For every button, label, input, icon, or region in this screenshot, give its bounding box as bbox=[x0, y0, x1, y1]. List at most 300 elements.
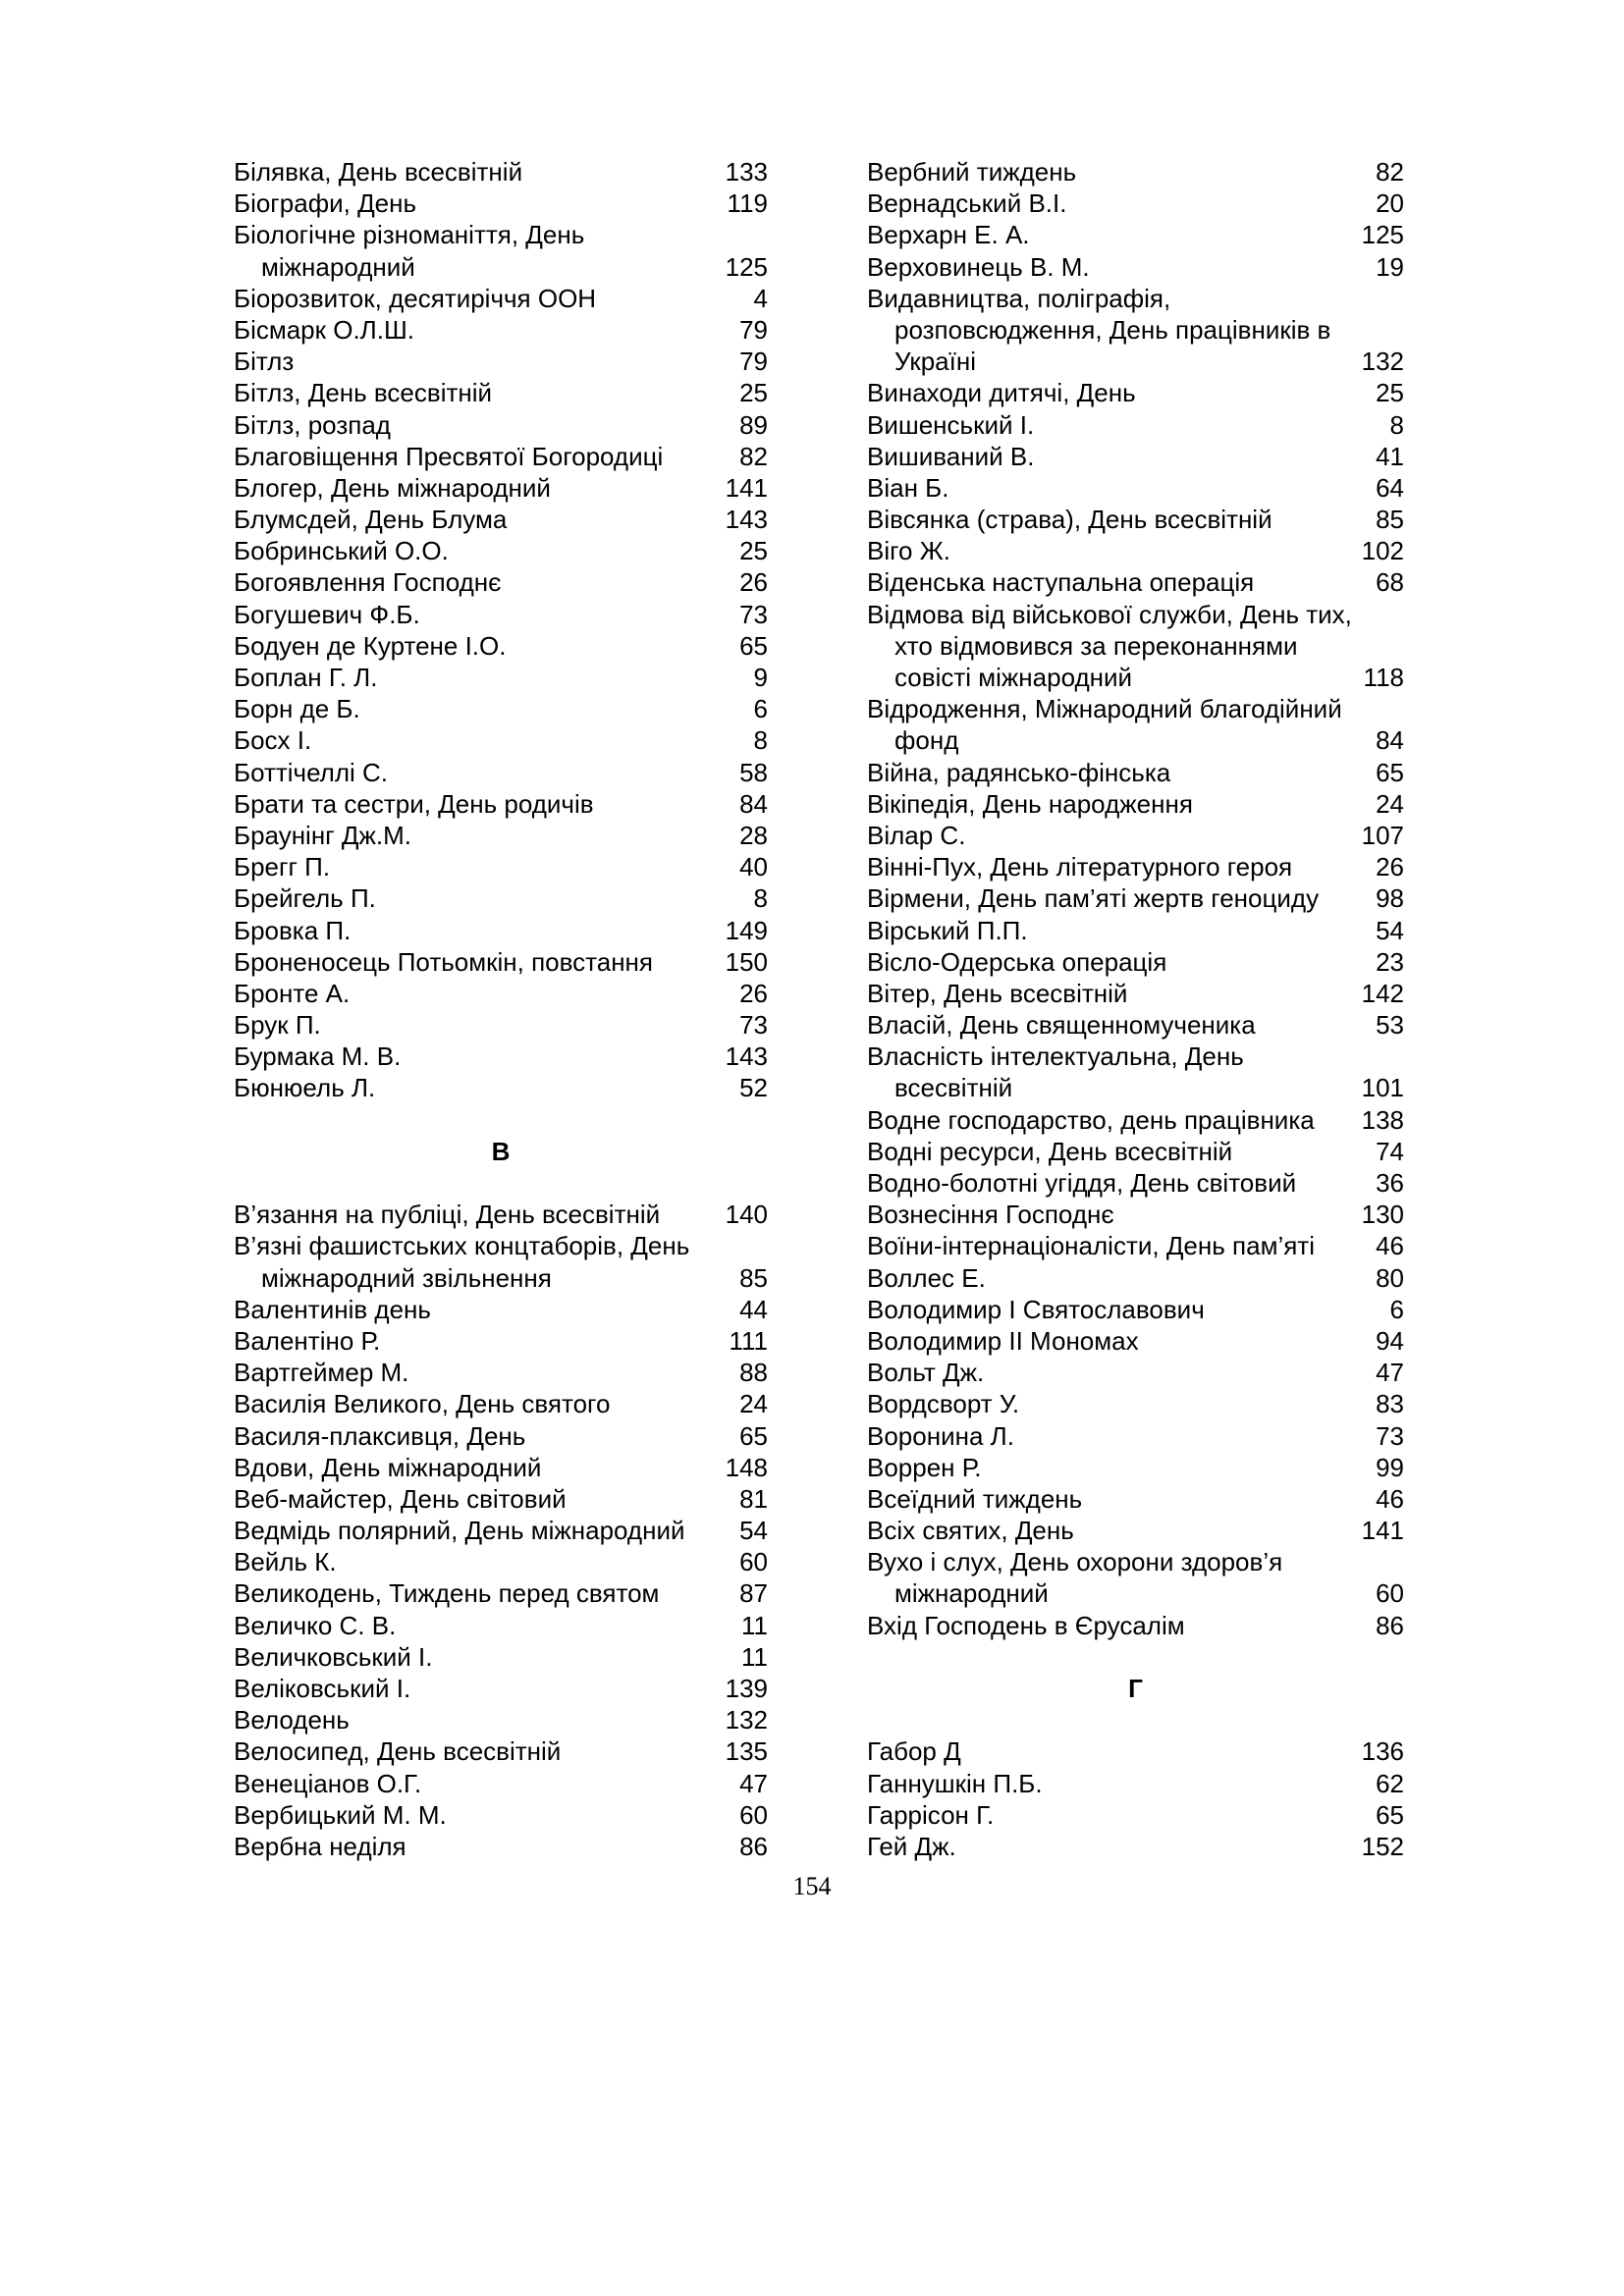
entry-line bbox=[234, 757, 768, 788]
entry-text: Брати та сестри, День родичів bbox=[234, 788, 594, 819]
entry-text: Воронина Л. bbox=[867, 1420, 1014, 1451]
entry-page-number: 81 bbox=[739, 1483, 768, 1514]
index-entry bbox=[234, 599, 768, 630]
entry-page-number: 65 bbox=[739, 1420, 768, 1451]
index-entry bbox=[867, 788, 1404, 820]
index-column-left bbox=[234, 156, 768, 1862]
entry-line bbox=[234, 283, 768, 314]
entry-line bbox=[234, 693, 768, 724]
index-entry bbox=[234, 283, 768, 314]
entry-line bbox=[867, 504, 1404, 535]
entry-text: Біографи, День bbox=[234, 188, 417, 219]
entry-text: міжнародний bbox=[894, 1578, 1049, 1609]
entry-line bbox=[234, 187, 768, 219]
entry-page-number: 102 bbox=[1361, 536, 1404, 566]
entry-continuation-line bbox=[867, 630, 1404, 662]
entry-line bbox=[234, 1357, 768, 1388]
entry-text: Велосипед, День всесвітній bbox=[234, 1736, 562, 1767]
index-entry bbox=[234, 535, 768, 566]
entry-page-number: 64 bbox=[1376, 472, 1404, 503]
entry-page-number: 11 bbox=[741, 1641, 768, 1672]
entry-text: Водні ресурси, День всесвітній bbox=[867, 1136, 1233, 1166]
entry-line bbox=[867, 1294, 1404, 1325]
index-entry bbox=[234, 1641, 768, 1673]
index-entry bbox=[234, 1610, 768, 1641]
entry-text: Україні bbox=[894, 347, 977, 377]
entry-page-number: 25 bbox=[1376, 378, 1404, 408]
entry-text: Вітер, День всесвітній bbox=[867, 978, 1128, 1008]
entry-page-number: 58 bbox=[739, 757, 768, 787]
entry-text: Білявка, День всесвітній bbox=[234, 157, 523, 187]
entry-text: всесвітній bbox=[894, 1073, 1013, 1103]
entry-line bbox=[867, 472, 1404, 504]
entry-line bbox=[234, 566, 768, 598]
index-entry bbox=[234, 504, 768, 535]
entry-text: Всеїдний тиждень bbox=[867, 1483, 1083, 1514]
index-entry bbox=[867, 882, 1404, 914]
entry-continuation-line bbox=[867, 1072, 1404, 1103]
index-entry bbox=[234, 1799, 768, 1831]
index-entry bbox=[867, 946, 1404, 978]
entry-line bbox=[234, 472, 768, 504]
entry-page-number: 23 bbox=[1376, 946, 1404, 977]
index-entry bbox=[234, 788, 768, 820]
entry-text: Воррен Р. bbox=[867, 1452, 982, 1482]
entry-text: Вілар С. bbox=[867, 820, 966, 850]
entry-line bbox=[234, 1546, 768, 1577]
index-entry bbox=[867, 820, 1404, 851]
entry-text: Володимир І Святославович bbox=[867, 1294, 1205, 1324]
entry-page-number: 86 bbox=[739, 1831, 768, 1861]
entry-line bbox=[234, 1704, 768, 1735]
index-entry bbox=[234, 219, 768, 282]
index-entry bbox=[234, 566, 768, 598]
entry-text: Віго Ж. bbox=[867, 536, 950, 566]
index-entry bbox=[867, 915, 1404, 946]
entry-text: Бітлз, День всесвітній bbox=[234, 378, 493, 408]
entry-page-number: 46 bbox=[1376, 1231, 1404, 1261]
entry-page-number: 141 bbox=[1361, 1516, 1404, 1546]
entry-line bbox=[234, 1735, 768, 1767]
entry-text: Вартгеймер М. bbox=[234, 1358, 409, 1388]
entry-text: Вхід Господень в Єрусалім bbox=[867, 1610, 1185, 1640]
entry-line bbox=[867, 693, 1404, 724]
entry-text: Вдови, День міжнародний bbox=[234, 1452, 542, 1482]
entry-page-number: 65 bbox=[1376, 757, 1404, 787]
entry-line bbox=[234, 1388, 768, 1419]
entry-line bbox=[234, 441, 768, 472]
entry-page-number: 73 bbox=[739, 1010, 768, 1041]
entry-page-number: 47 bbox=[739, 1768, 768, 1798]
entry-text: Босх І. bbox=[234, 725, 312, 756]
index-entry bbox=[234, 1041, 768, 1072]
entry-text: Воллес Е. bbox=[867, 1262, 986, 1293]
entry-line bbox=[234, 599, 768, 630]
entry-text: Вербна неділя bbox=[234, 1831, 406, 1861]
index-entry bbox=[867, 1041, 1404, 1103]
index-entry bbox=[234, 978, 768, 1009]
entry-page-number: 25 bbox=[739, 378, 768, 408]
entry-continuation-line bbox=[234, 1262, 768, 1294]
entry-page-number: 6 bbox=[1389, 1294, 1404, 1324]
entry-text: Броненосець Потьомкін, повстання bbox=[234, 946, 653, 977]
entry-line bbox=[867, 187, 1404, 219]
index-entry bbox=[867, 1452, 1404, 1483]
entry-text: Віденська наступальна операція bbox=[867, 567, 1255, 598]
entry-line bbox=[234, 1452, 768, 1483]
index-entry bbox=[234, 1009, 768, 1041]
entry-line bbox=[234, 820, 768, 851]
entry-line bbox=[867, 1136, 1404, 1167]
entry-page-number: 135 bbox=[725, 1736, 768, 1767]
entry-line bbox=[234, 978, 768, 1009]
entry-text: Величковський І. bbox=[234, 1641, 433, 1672]
entry-text: розповсюдження, День працівників в bbox=[894, 314, 1331, 345]
entry-text: Гаррісон Г. bbox=[867, 1799, 995, 1830]
entry-line bbox=[867, 788, 1404, 820]
index-entry bbox=[867, 1799, 1404, 1831]
index-entry bbox=[234, 1072, 768, 1103]
index-entry bbox=[234, 441, 768, 472]
index-entry bbox=[234, 1325, 768, 1357]
entry-line bbox=[234, 1515, 768, 1546]
entry-text: Видавництва, поліграфія, bbox=[867, 283, 1171, 313]
entry-line bbox=[867, 820, 1404, 851]
index-entry bbox=[867, 472, 1404, 504]
entry-text: Всіх святих, День bbox=[867, 1516, 1074, 1546]
entry-text: Блумсдей, День Блума bbox=[234, 505, 508, 535]
entry-page-number: 8 bbox=[753, 725, 768, 756]
index-entry bbox=[234, 820, 768, 851]
entry-text: Богушевич Ф.Б. bbox=[234, 599, 420, 629]
index-entry bbox=[867, 1768, 1404, 1799]
entry-line bbox=[234, 1799, 768, 1831]
entry-line bbox=[234, 1673, 768, 1704]
entry-page-number: 136 bbox=[1361, 1736, 1404, 1767]
index-entry bbox=[867, 219, 1404, 250]
entry-text: Василія Великого, День святого bbox=[234, 1389, 611, 1419]
index-entry bbox=[234, 1546, 768, 1577]
entry-text: Бюнюель Л. bbox=[234, 1073, 376, 1103]
entry-text: Вишенський І. bbox=[867, 409, 1035, 440]
entry-text: Війна, радянсько-фінська bbox=[867, 757, 1171, 787]
entry-text: Бісмарк О.Л.Ш. bbox=[234, 314, 415, 345]
entry-text: Великодень, Тиждень перед святом bbox=[234, 1578, 660, 1609]
entry-line bbox=[234, 915, 768, 946]
index-entry bbox=[234, 1831, 768, 1862]
entry-line bbox=[867, 283, 1404, 314]
index-entry bbox=[867, 535, 1404, 566]
entry-page-number: 150 bbox=[725, 946, 768, 977]
entry-text: совісті міжнародний bbox=[894, 663, 1133, 692]
entry-page-number: 36 bbox=[1376, 1168, 1404, 1198]
entry-line bbox=[867, 1799, 1404, 1831]
entry-page-number: 82 bbox=[1376, 157, 1404, 187]
index-entry bbox=[867, 693, 1404, 756]
entry-text: Верхарн Е. А. bbox=[867, 220, 1030, 250]
entry-page-number: 54 bbox=[739, 1516, 768, 1546]
entry-page-number: 6 bbox=[753, 694, 768, 724]
index-entry bbox=[234, 409, 768, 441]
entry-line bbox=[867, 1009, 1404, 1041]
entry-line bbox=[867, 1546, 1404, 1577]
entry-page-number: 111 bbox=[729, 1325, 768, 1356]
entry-page-number: 4 bbox=[753, 283, 768, 313]
entry-page-number: 62 bbox=[1376, 1768, 1404, 1798]
index-entry bbox=[867, 1483, 1404, 1515]
index-entry bbox=[867, 1009, 1404, 1041]
entry-text: Бобринський О.О. bbox=[234, 536, 449, 566]
entry-line bbox=[867, 1230, 1404, 1261]
entry-text: міжнародний звільнення bbox=[261, 1262, 552, 1293]
entry-line bbox=[867, 757, 1404, 788]
entry-line bbox=[234, 535, 768, 566]
entry-page-number: 73 bbox=[739, 599, 768, 629]
entry-text: Богоявлення Господнє bbox=[234, 567, 502, 598]
entry-line bbox=[867, 1167, 1404, 1199]
entry-continuation-line bbox=[867, 314, 1404, 346]
entry-page-number: 82 bbox=[739, 441, 768, 471]
entry-page-number: 68 bbox=[1376, 567, 1404, 598]
entry-line bbox=[234, 630, 768, 662]
entry-line bbox=[867, 882, 1404, 914]
index-entry bbox=[234, 314, 768, 346]
entry-text: В’язні фашистських концтаборів, День bbox=[234, 1231, 690, 1261]
entry-line bbox=[867, 1768, 1404, 1799]
entry-page-number: 87 bbox=[739, 1578, 768, 1609]
entry-line bbox=[234, 1199, 768, 1230]
entry-text: Велодень bbox=[234, 1705, 350, 1735]
entry-page-number: 98 bbox=[1376, 883, 1404, 914]
entry-line bbox=[867, 1357, 1404, 1388]
entry-page-number: 74 bbox=[1376, 1136, 1404, 1166]
entry-text: Вісло-Одерська операція bbox=[867, 946, 1167, 977]
entry-page-number: 89 bbox=[739, 409, 768, 440]
entry-text: Вейль К. bbox=[234, 1547, 337, 1577]
entry-text: Вухо і слух, День охорони здоров’я bbox=[867, 1547, 1283, 1577]
entry-page-number: 139 bbox=[725, 1674, 768, 1704]
entry-text: Власій, День священномученика bbox=[867, 1010, 1256, 1041]
index-entry bbox=[234, 630, 768, 662]
index-entry bbox=[867, 1420, 1404, 1452]
entry-page-number: 138 bbox=[1361, 1104, 1404, 1135]
entry-text: Бодуен де Куртене І.О. bbox=[234, 630, 507, 661]
entry-line bbox=[234, 219, 768, 250]
index-entry bbox=[867, 1515, 1404, 1546]
entry-text: Брейгель П. bbox=[234, 883, 376, 914]
entry-line bbox=[867, 1483, 1404, 1515]
entry-page-number: 8 bbox=[753, 883, 768, 914]
entry-text: Відмова від військової служби, День тих, bbox=[867, 599, 1352, 629]
entry-page-number: 85 bbox=[1376, 505, 1404, 535]
entry-page-number: 80 bbox=[1376, 1262, 1404, 1293]
index-entry bbox=[234, 882, 768, 914]
index-entry bbox=[867, 757, 1404, 788]
entry-line bbox=[234, 662, 768, 693]
entry-page-number: 132 bbox=[1361, 347, 1404, 377]
index-entry bbox=[867, 1388, 1404, 1419]
index-entry bbox=[234, 946, 768, 978]
entry-text: Водно-болотні угіддя, День світовий bbox=[867, 1168, 1297, 1198]
entry-text: Бурмака М. В. bbox=[234, 1041, 402, 1072]
entry-page-number: 60 bbox=[1376, 1578, 1404, 1609]
entry-page-number: 141 bbox=[725, 472, 768, 503]
index-entry bbox=[234, 1768, 768, 1799]
entry-page-number: 132 bbox=[725, 1705, 768, 1735]
entry-page-number: 84 bbox=[1376, 725, 1404, 756]
entry-text: Валентіно Р. bbox=[234, 1325, 381, 1356]
entry-line bbox=[867, 219, 1404, 250]
entry-line bbox=[867, 1452, 1404, 1483]
entry-text: Воїни-інтернаціоналісти, День пам’яті bbox=[867, 1231, 1315, 1261]
entry-line bbox=[867, 1735, 1404, 1767]
index-entry bbox=[234, 1704, 768, 1735]
entry-page-number: 142 bbox=[1361, 978, 1404, 1008]
entry-page-number: 11 bbox=[741, 1610, 768, 1640]
entry-page-number: 140 bbox=[725, 1200, 768, 1230]
entry-line bbox=[234, 788, 768, 820]
entry-line bbox=[234, 1230, 768, 1261]
index-entry bbox=[867, 1136, 1404, 1167]
entry-text: Винаходи дитячі, День bbox=[867, 378, 1136, 408]
entry-page-number: 101 bbox=[1361, 1073, 1404, 1103]
entry-page-number: 83 bbox=[1376, 1389, 1404, 1419]
index-entry bbox=[234, 724, 768, 756]
index-entry bbox=[867, 599, 1404, 694]
entry-line bbox=[234, 1610, 768, 1641]
entry-line bbox=[867, 1610, 1404, 1641]
entry-line bbox=[867, 251, 1404, 283]
entry-line bbox=[867, 1199, 1404, 1230]
entry-text: Вербицький М. М. bbox=[234, 1799, 447, 1830]
entry-page-number: 47 bbox=[1376, 1358, 1404, 1388]
entry-page-number: 85 bbox=[739, 1262, 768, 1293]
entry-text: Вербний тиждень bbox=[867, 157, 1077, 187]
letter-heading: В bbox=[491, 1136, 511, 1166]
entry-page-number: 26 bbox=[1376, 852, 1404, 882]
page-number: 154 bbox=[792, 1872, 832, 1900]
entry-line bbox=[234, 1325, 768, 1357]
letter-heading: Г bbox=[1128, 1673, 1143, 1703]
index-entry bbox=[234, 1230, 768, 1293]
entry-text: Блогер, День міжнародний bbox=[234, 472, 551, 503]
index-entry bbox=[234, 662, 768, 693]
entry-page-number: 73 bbox=[1376, 1420, 1404, 1451]
entry-text: В’язання на публіці, День всесвітній bbox=[234, 1200, 661, 1230]
entry-line bbox=[867, 915, 1404, 946]
index-entry bbox=[234, 1420, 768, 1452]
entry-text: міжнародний bbox=[261, 251, 415, 282]
entry-line bbox=[234, 346, 768, 377]
entry-page-number: 119 bbox=[727, 188, 768, 219]
index-entry bbox=[234, 1735, 768, 1767]
index-entry bbox=[867, 978, 1404, 1009]
index-entry bbox=[867, 377, 1404, 408]
entry-line bbox=[867, 1262, 1404, 1294]
index-entry bbox=[234, 851, 768, 882]
index-entry bbox=[867, 1357, 1404, 1388]
index-entry bbox=[867, 187, 1404, 219]
entry-page-number: 79 bbox=[739, 347, 768, 377]
entry-text: Вірський П.П. bbox=[867, 915, 1028, 945]
index-entry bbox=[867, 1104, 1404, 1136]
index-entry bbox=[234, 1357, 768, 1388]
entry-page-number: 130 bbox=[1361, 1200, 1404, 1230]
entry-line bbox=[234, 1831, 768, 1862]
entry-line bbox=[867, 1420, 1404, 1452]
entry-text: Бітлз bbox=[234, 347, 295, 377]
index-entry bbox=[867, 1262, 1404, 1294]
entry-continuation-line bbox=[867, 346, 1404, 377]
entry-line bbox=[234, 1041, 768, 1072]
entry-text: Веб-майстер, День світовий bbox=[234, 1483, 567, 1514]
entry-page-number: 40 bbox=[739, 852, 768, 882]
entry-line bbox=[234, 1009, 768, 1041]
entry-page-number: 52 bbox=[739, 1073, 768, 1103]
index-entry bbox=[867, 1325, 1404, 1357]
entry-text: Власність інтелектуальна, День bbox=[867, 1041, 1244, 1072]
entry-text: Брегг П. bbox=[234, 852, 331, 882]
entry-page-number: 65 bbox=[1376, 1799, 1404, 1830]
entry-text: Валентинів день bbox=[234, 1294, 431, 1324]
entry-line bbox=[234, 1294, 768, 1325]
entry-line bbox=[234, 1420, 768, 1452]
index-entry bbox=[867, 1546, 1404, 1609]
entry-page-number: 24 bbox=[739, 1389, 768, 1419]
index-entry bbox=[234, 915, 768, 946]
entry-line bbox=[234, 851, 768, 882]
entry-page-number: 118 bbox=[1363, 663, 1404, 692]
entry-line bbox=[867, 566, 1404, 598]
entry-page-number: 99 bbox=[1376, 1452, 1404, 1482]
entry-line bbox=[867, 156, 1404, 187]
entry-page-number: 41 bbox=[1376, 441, 1404, 471]
index-entry bbox=[234, 472, 768, 504]
entry-text: Вольт Дж. bbox=[867, 1358, 985, 1388]
index-entry bbox=[867, 441, 1404, 472]
entry-line bbox=[234, 377, 768, 408]
entry-text: Бронте А. bbox=[234, 978, 351, 1008]
entry-continuation-line bbox=[234, 251, 768, 283]
entry-page-number: 60 bbox=[739, 1799, 768, 1830]
entry-text: Ганнушкін П.Б. bbox=[867, 1768, 1043, 1798]
entry-text: Вишиваний В. bbox=[867, 441, 1035, 471]
entry-line bbox=[234, 1641, 768, 1673]
index-entry bbox=[867, 1167, 1404, 1199]
entry-text: Віан Б. bbox=[867, 472, 949, 503]
entry-page-number: 86 bbox=[1376, 1610, 1404, 1640]
entry-line bbox=[867, 1831, 1404, 1862]
entry-text: Гей Дж. bbox=[867, 1831, 956, 1861]
entry-line bbox=[234, 946, 768, 978]
entry-page-number: 8 bbox=[1389, 409, 1404, 440]
entry-page-number: 60 bbox=[739, 1547, 768, 1577]
entry-text: хто відмовився за переконаннями bbox=[894, 630, 1298, 661]
entry-page-number: 107 bbox=[1361, 820, 1404, 850]
entry-page-number: 28 bbox=[739, 820, 768, 850]
index-entry bbox=[867, 1230, 1404, 1261]
entry-text: Вікіпедія, День народження bbox=[867, 788, 1193, 819]
index-entry bbox=[867, 251, 1404, 283]
entry-text: Вірмени, День пам’яті жертв геноциду bbox=[867, 883, 1320, 914]
entry-line bbox=[867, 1388, 1404, 1419]
index-entry bbox=[234, 1577, 768, 1609]
index-entry bbox=[234, 346, 768, 377]
entry-continuation-line bbox=[867, 662, 1404, 693]
entry-page-number: 149 bbox=[725, 915, 768, 945]
index-column-right bbox=[867, 156, 1404, 1862]
entry-page-number: 125 bbox=[1361, 220, 1404, 250]
